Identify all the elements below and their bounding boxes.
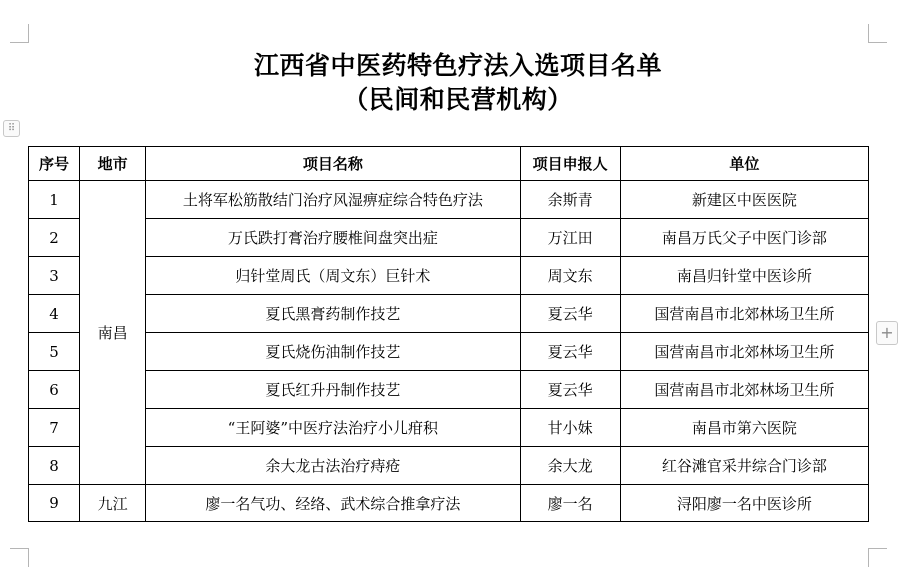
cell-reporter: 夏云华 [520,295,620,333]
project-table [28,146,869,522]
cell-project: 夏氏红升丹制作技艺 [146,371,520,409]
cell-reporter: 廖一名 [520,485,620,522]
header-reporter: 项目申报人 [520,147,620,181]
page-corner-mark-bottom-left [10,548,29,567]
cell-reporter: 甘小妹 [520,409,620,447]
cell-project: 余大龙古法治疗痔疮 [146,447,520,485]
cell-project: “王阿婆”中医疗法治疗小儿疳积 [146,409,520,447]
cell-reporter: 夏云华 [520,371,620,409]
page-corner-mark-bottom-right [868,548,887,567]
table-row [29,181,869,219]
table-move-handle-icon[interactable]: ⠿ [3,120,20,137]
table-row [29,409,869,447]
header-seq: 序号 [29,147,80,181]
table-row [29,219,869,257]
cell-city-nanchang: 南昌 [80,181,146,485]
page-corner-mark-top-right [868,24,887,43]
page-corner-mark-top-left [10,24,29,43]
cell-seq: 8 [29,447,80,485]
cell-unit: 新建区中医医院 [620,181,868,219]
cell-unit: 国营南昌市北郊林场卫生所 [620,333,868,371]
cell-reporter: 余斯青 [520,181,620,219]
cell-unit: 南昌归针堂中医诊所 [620,257,868,295]
cell-seq: 3 [29,257,80,295]
cell-project: 夏氏黑膏药制作技艺 [146,295,520,333]
cell-project: 夏氏烧伤油制作技艺 [146,333,520,371]
table-row [29,371,869,409]
header-project: 项目名称 [146,147,520,181]
cell-seq: 9 [29,485,80,522]
cell-project: 廖一名气功、经络、武术综合推拿疗法 [146,485,520,522]
cell-unit: 红谷滩官采井综合门诊部 [620,447,868,485]
table-row [29,485,869,522]
table-row [29,257,869,295]
table-row [29,333,869,371]
cell-project: 土将军松筋散结门治疗风湿痹症综合特色疗法 [146,181,520,219]
cell-seq: 6 [29,371,80,409]
add-column-plus-icon[interactable]: + [876,321,898,345]
header-unit: 单位 [620,147,868,181]
document-subtitle: （民间和民营机构） [343,85,573,114]
cell-city-jiujiang: 九江 [80,485,146,522]
cell-seq: 4 [29,295,80,333]
cell-unit: 浔阳廖一名中医诊所 [620,485,868,522]
cell-unit: 国营南昌市北郊林场卫生所 [620,371,868,409]
table-row [29,295,869,333]
cell-project: 万氏跌打膏治疗腰椎间盘突出症 [146,219,520,257]
cell-project: 归针堂周氏（周文东）巨针术 [146,257,520,295]
cell-reporter: 周文东 [520,257,620,295]
cell-seq: 7 [29,409,80,447]
cell-reporter: 万江田 [520,219,620,257]
cell-reporter: 余大龙 [520,447,620,485]
cell-unit: 南昌万氏父子中医门诊部 [620,219,868,257]
table-header-row [29,147,869,181]
cell-seq: 1 [29,181,80,219]
cell-seq: 5 [29,333,80,371]
document-title: 江西省中医药特色疗法入选项目名单 [253,51,662,80]
cell-reporter: 夏云华 [520,333,620,371]
cell-unit: 国营南昌市北郊林场卫生所 [620,295,868,333]
header-city: 地市 [80,147,146,181]
cell-seq: 2 [29,219,80,257]
table-row [29,447,869,485]
cell-unit: 南昌市第六医院 [620,409,868,447]
